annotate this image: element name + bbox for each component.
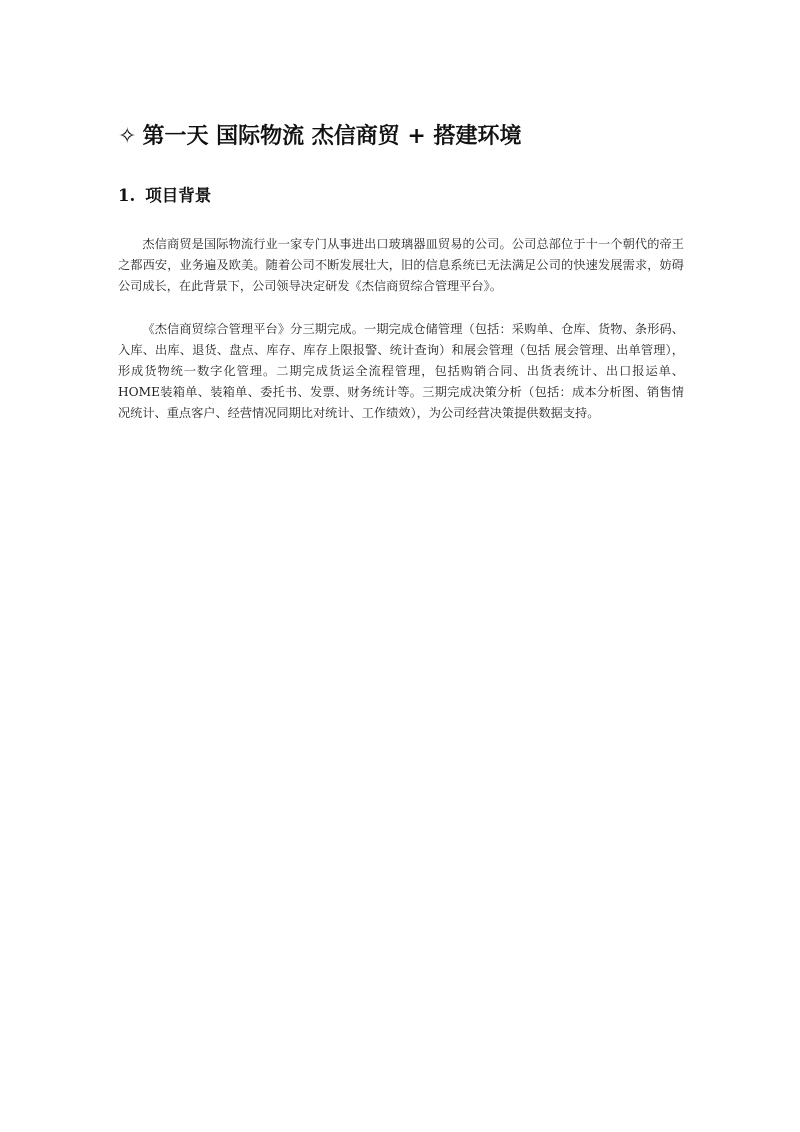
section-heading-text: 项目背景 <box>145 186 212 205</box>
paragraph-phases: 《杰信商贸综合管理平台》分三期完成。一期完成仓储管理（包括：采购单、仓库、货物、条形码、入库、出库、退货、盘点、库存、库存上限报警、统计查询）和展会管理（包括 展会管理、出单管理），形成货物统一数字化管理。二期完成货运全流程管理，包括购销合同、出货表统计、出口报运单、HOME装箱单、装箱单、委托书、发票、财务统计等。三期完成决策分析（包括：成本分析图、销售情况统计、重点客户、经营情况同期比对统计、工作绩效），为公司经营决策提供数据支持。 <box>118 322 684 420</box>
page-title <box>118 118 718 155</box>
section-number: 1. <box>118 186 136 205</box>
diamond-bullet-icon: ✧ <box>118 124 137 149</box>
page-title-text: 第一天 国际物流 杰信商贸 + 搭建环境 <box>142 123 522 149</box>
section-heading <box>118 182 211 210</box>
paragraph-background: 杰信商贸是国际物流行业一家专门从事进出口玻璃器皿贸易的公司。公司总部位于十一个朝代的帝王之都西安，业务遍及欧美。随着公司不断发展壮大，旧的信息系统已无法满足公司的快速发展需求，妨碍公司成长，在此背景下，公司领导决定研发《杰信商贸综合管理平台》。 <box>118 237 684 293</box>
